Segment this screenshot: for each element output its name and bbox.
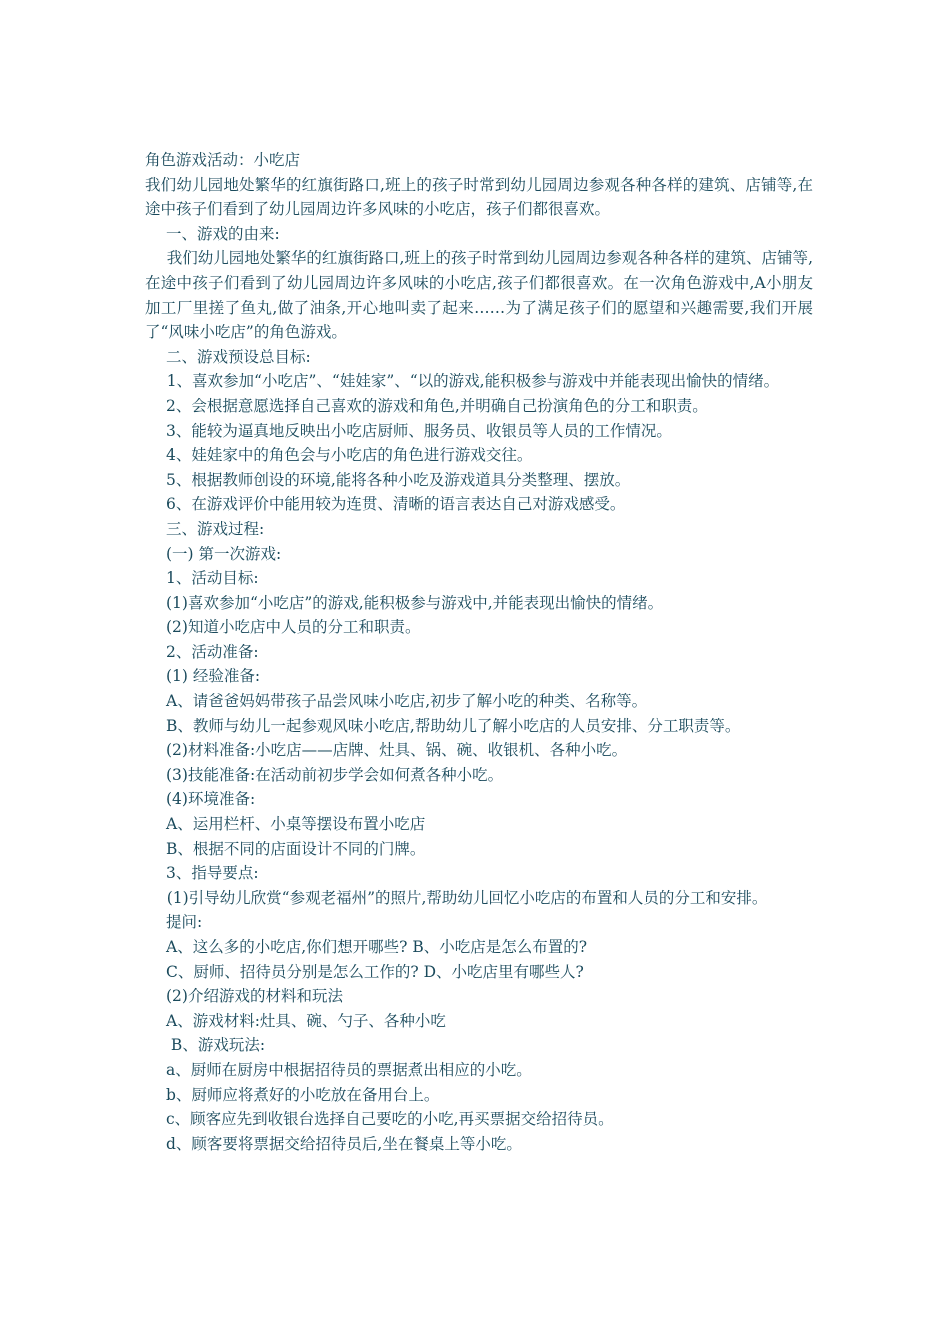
- rule-item: b、厨师应将煮好的小吃放在备用台上。: [166, 1085, 440, 1104]
- preparation-item: B、根据不同的店面设计不同的门牌。: [166, 839, 426, 858]
- question-item: C、厨师、招待员分别是怎么工作的? D、小吃店里有哪些人?: [166, 962, 584, 981]
- preparation-item: A、请爸爸妈妈带孩子品尝风味小吃店,初步了解小吃的种类、名称等。: [166, 692, 648, 711]
- objective-item: (2)知道小吃店中人员的分工和职责。: [166, 618, 421, 637]
- rule-item: d、顾客要将票据交给招待员后,坐在餐桌上等小吃。: [166, 1134, 522, 1153]
- goal-item: 3、能较为逼真地反映出小吃店厨师、服务员、收银员等人员的工作情况。: [166, 421, 672, 440]
- play-method-label: B、游戏玩法:: [166, 1036, 266, 1055]
- rule-item: a、厨师在厨房中根据招待员的票据煮出相应的小吃。: [166, 1060, 532, 1079]
- section-1-body: 我们幼儿园地处繁华的红旗街路口,班上的孩子时常到幼儿园周边参观各种各样的建筑、店铺等,在途中孩子们看到了幼儿园周边许多风味的小吃店,孩子们都很喜欢。在一次角色游戏中,A小朋友加工厂里搓了鱼丸,做了油条,开心地叫卖了起来……为了满足孩子们的愿望和兴趣需要,我们开展了“风味小吃店”的角色游戏。: [145, 249, 813, 342]
- materials-item: A、游戏材料:灶具、碗、勺子、各种小吃: [166, 1011, 446, 1030]
- section-1-heading: 一、游戏的由来:: [166, 224, 280, 243]
- preparation-item: (1) 经验准备:: [166, 667, 261, 686]
- guidance-item: (2)介绍游戏的材料和玩法: [166, 987, 343, 1006]
- intro-paragraph: 我们幼儿园地处繁华的红旗街路口,班上的孩子时常到幼儿园周边参观各种各样的建筑、店铺等,在途中孩子们看到了幼儿园周边许多风味的小吃店，孩子们都很喜欢。: [145, 175, 813, 219]
- goal-item: 5、根据教师创设的环境,能将各种小吃及游戏道具分类整理、摆放。: [166, 470, 631, 489]
- preparation-item: (4)环境准备:: [166, 790, 256, 809]
- goal-item: 1、喜欢参加“小吃店”、“娃娃家”、“以的游戏,能积极参与游戏中并能表现出愉快的情绪。: [166, 372, 780, 391]
- document-body: [145, 148, 813, 1156]
- objectives-heading: 1、活动目标:: [166, 569, 259, 588]
- guidance-heading: 3、指导要点:: [166, 864, 259, 883]
- document-title: 角色游戏活动：小吃店: [145, 151, 301, 169]
- preparation-item: A、运用栏杆、小桌等摆设布置小吃店: [166, 815, 426, 834]
- question-label: 提问:: [166, 913, 203, 932]
- section-2-heading: 二、游戏预设总目标:: [166, 347, 311, 366]
- goal-item: 4、娃娃家中的角色会与小吃店的角色进行游戏交往。: [166, 446, 533, 465]
- preparation-heading: 2、活动准备:: [166, 642, 259, 661]
- guidance-item: (1)引导幼儿欣赏“参观老福州”的照片,帮助幼儿回忆小吃店的布置和人员的分工和安排。: [166, 888, 768, 907]
- first-game-heading: (一) 第一次游戏:: [166, 544, 282, 563]
- goal-item: 2、会根据意愿选择自己喜欢的游戏和角色,并明确自己扮演角色的分工和职责。: [166, 396, 708, 415]
- preparation-item: (3)技能准备:在活动前初步学会如何煮各种小吃。: [166, 765, 504, 784]
- rule-item: c、顾客应先到收银台选择自己要吃的小吃,再买票据交给招待员。: [166, 1110, 614, 1129]
- section-3-heading: 三、游戏过程:: [166, 519, 265, 538]
- goal-item: 6、在游戏评价中能用较为连贯、清晰的语言表达自己对游戏感受。: [166, 495, 626, 514]
- preparation-item: B、教师与幼儿一起参观风味小吃店,帮助幼儿了解小吃店的人员安排、分工职责等。: [166, 716, 741, 735]
- preparation-item: (2)材料准备:小吃店——店牌、灶具、锅、碗、收银机、各种小吃。: [166, 741, 628, 760]
- question-item: A、这么多的小吃店,你们想开哪些? B、小吃店是怎么布置的?: [166, 938, 588, 956]
- objective-item: (1)喜欢参加“小吃店”的游戏,能积极参与游戏中,并能表现出愉快的情绪。: [166, 593, 664, 612]
